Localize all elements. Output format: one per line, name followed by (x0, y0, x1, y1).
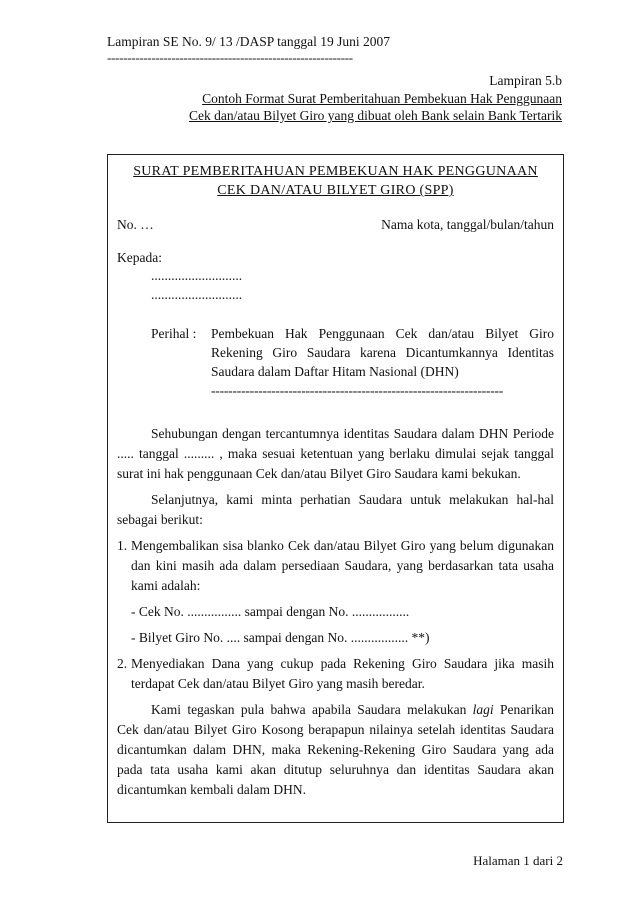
sub-item-cek: - Cek No. ................ sampai dengan No. ................. (131, 604, 410, 619)
letter-title-line-2: CEK DAN/ATAU BILYET GIRO (SPP) (217, 183, 454, 198)
letter-number: No. … (117, 217, 154, 232)
letter-body (117, 155, 554, 800)
letter-title (117, 162, 554, 200)
recipient-dots-1: ........................... (151, 268, 243, 283)
page-number: Halaman 1 dari 2 (473, 853, 563, 868)
list-item (117, 536, 554, 596)
list-item-text: Menyediakan Dana yang cukup pada Rekening Giro Saudara jika masih terdapat Cek dan/atau Bilyet Giro yang masih beredar. (131, 656, 554, 691)
emphasis-lagi: lagi (472, 702, 494, 717)
subject-block (151, 324, 554, 400)
list-item (117, 654, 554, 694)
appendix-line-2: Cek dan/atau Bilyet Giro yang dibuat oleh Bank selain Bank Tertarik (189, 108, 562, 123)
paragraph-2: Selanjutnya, kami minta perhatian Saudara untuk melakukan hal-hal sebagai berikut: (117, 492, 554, 527)
paragraph-3-start: Kami tegaskan pula bahwa apabila Saudara melakukan (151, 702, 473, 717)
number-date-row (117, 217, 554, 233)
sub-item-bilyet-giro: - Bilyet Giro No. .... sampai dengan No. ................. **) (131, 630, 430, 645)
paragraph-3-end: Penarikan Cek dan/atau Bilyet Giro Kosong berapapun nilainya setelah identitas Saudara dicantumkan dalam DHN, maka Rekening-Rekening Giro Saudara yang ada pada tata usaha kami akan ditutup seluruhnya dan identitas Saudara akan dicantumkan kembali dalam DHN. (117, 702, 554, 797)
letter-frame (107, 154, 564, 823)
paragraph-3 (117, 700, 554, 800)
subject-content (211, 324, 554, 400)
subject-underline: -------------------------------------------------------------------- (211, 383, 504, 398)
subject-label: Perihal : (151, 326, 197, 341)
subject-text: Pembekuan Hak Penggunaan Cek dan/atau Bilyet Giro Rekening Giro Saudara karena Dicantumkannya Identitas Saudara dalam Daftar Hitam Nasional (DHN) (211, 326, 554, 379)
list-item-text: Mengembalikan sisa blanko Cek dan/atau Bilyet Giro yang belum digunakan dan kini masih ada dalam persediaan Saudara, yang berdasarkan tata usaha kami adalah: (131, 538, 554, 593)
recipient-dots-2: ........................... (151, 287, 243, 302)
header-separator: ------------------------------------------------------------- (107, 50, 353, 65)
place-date: Nama kota, tanggal/bulan/tahun (381, 217, 554, 232)
document-reference: Lampiran SE No. 9/ 13 /DASP tanggal 19 Juni 2007 (107, 34, 390, 49)
list-item-number: 2. (117, 656, 128, 671)
appendix-caption (102, 72, 562, 125)
appendix-line-1: Contoh Format Surat Pemberitahuan Pembekuan Hak Penggunaan (202, 90, 562, 106)
recipient-label: Kepada: (117, 250, 162, 265)
paragraph-1: Sehubungan dengan tercantumnya identitas Saudara dalam DHN Periode ..... tanggal ......... , maka sesuai ketentuan yang berlaku dimulai sejak tanggal surat ini hak penggunaan Cek dan/atau Bilyet Giro Saudara kami bekukan. (117, 426, 554, 481)
letter-title-line-1: SURAT PEMBERITAHUAN PEMBEKUAN HAK PENGGUNAAN (133, 164, 538, 179)
list-item-number: 1. (117, 538, 128, 553)
appendix-label: Lampiran 5.b (489, 73, 562, 88)
